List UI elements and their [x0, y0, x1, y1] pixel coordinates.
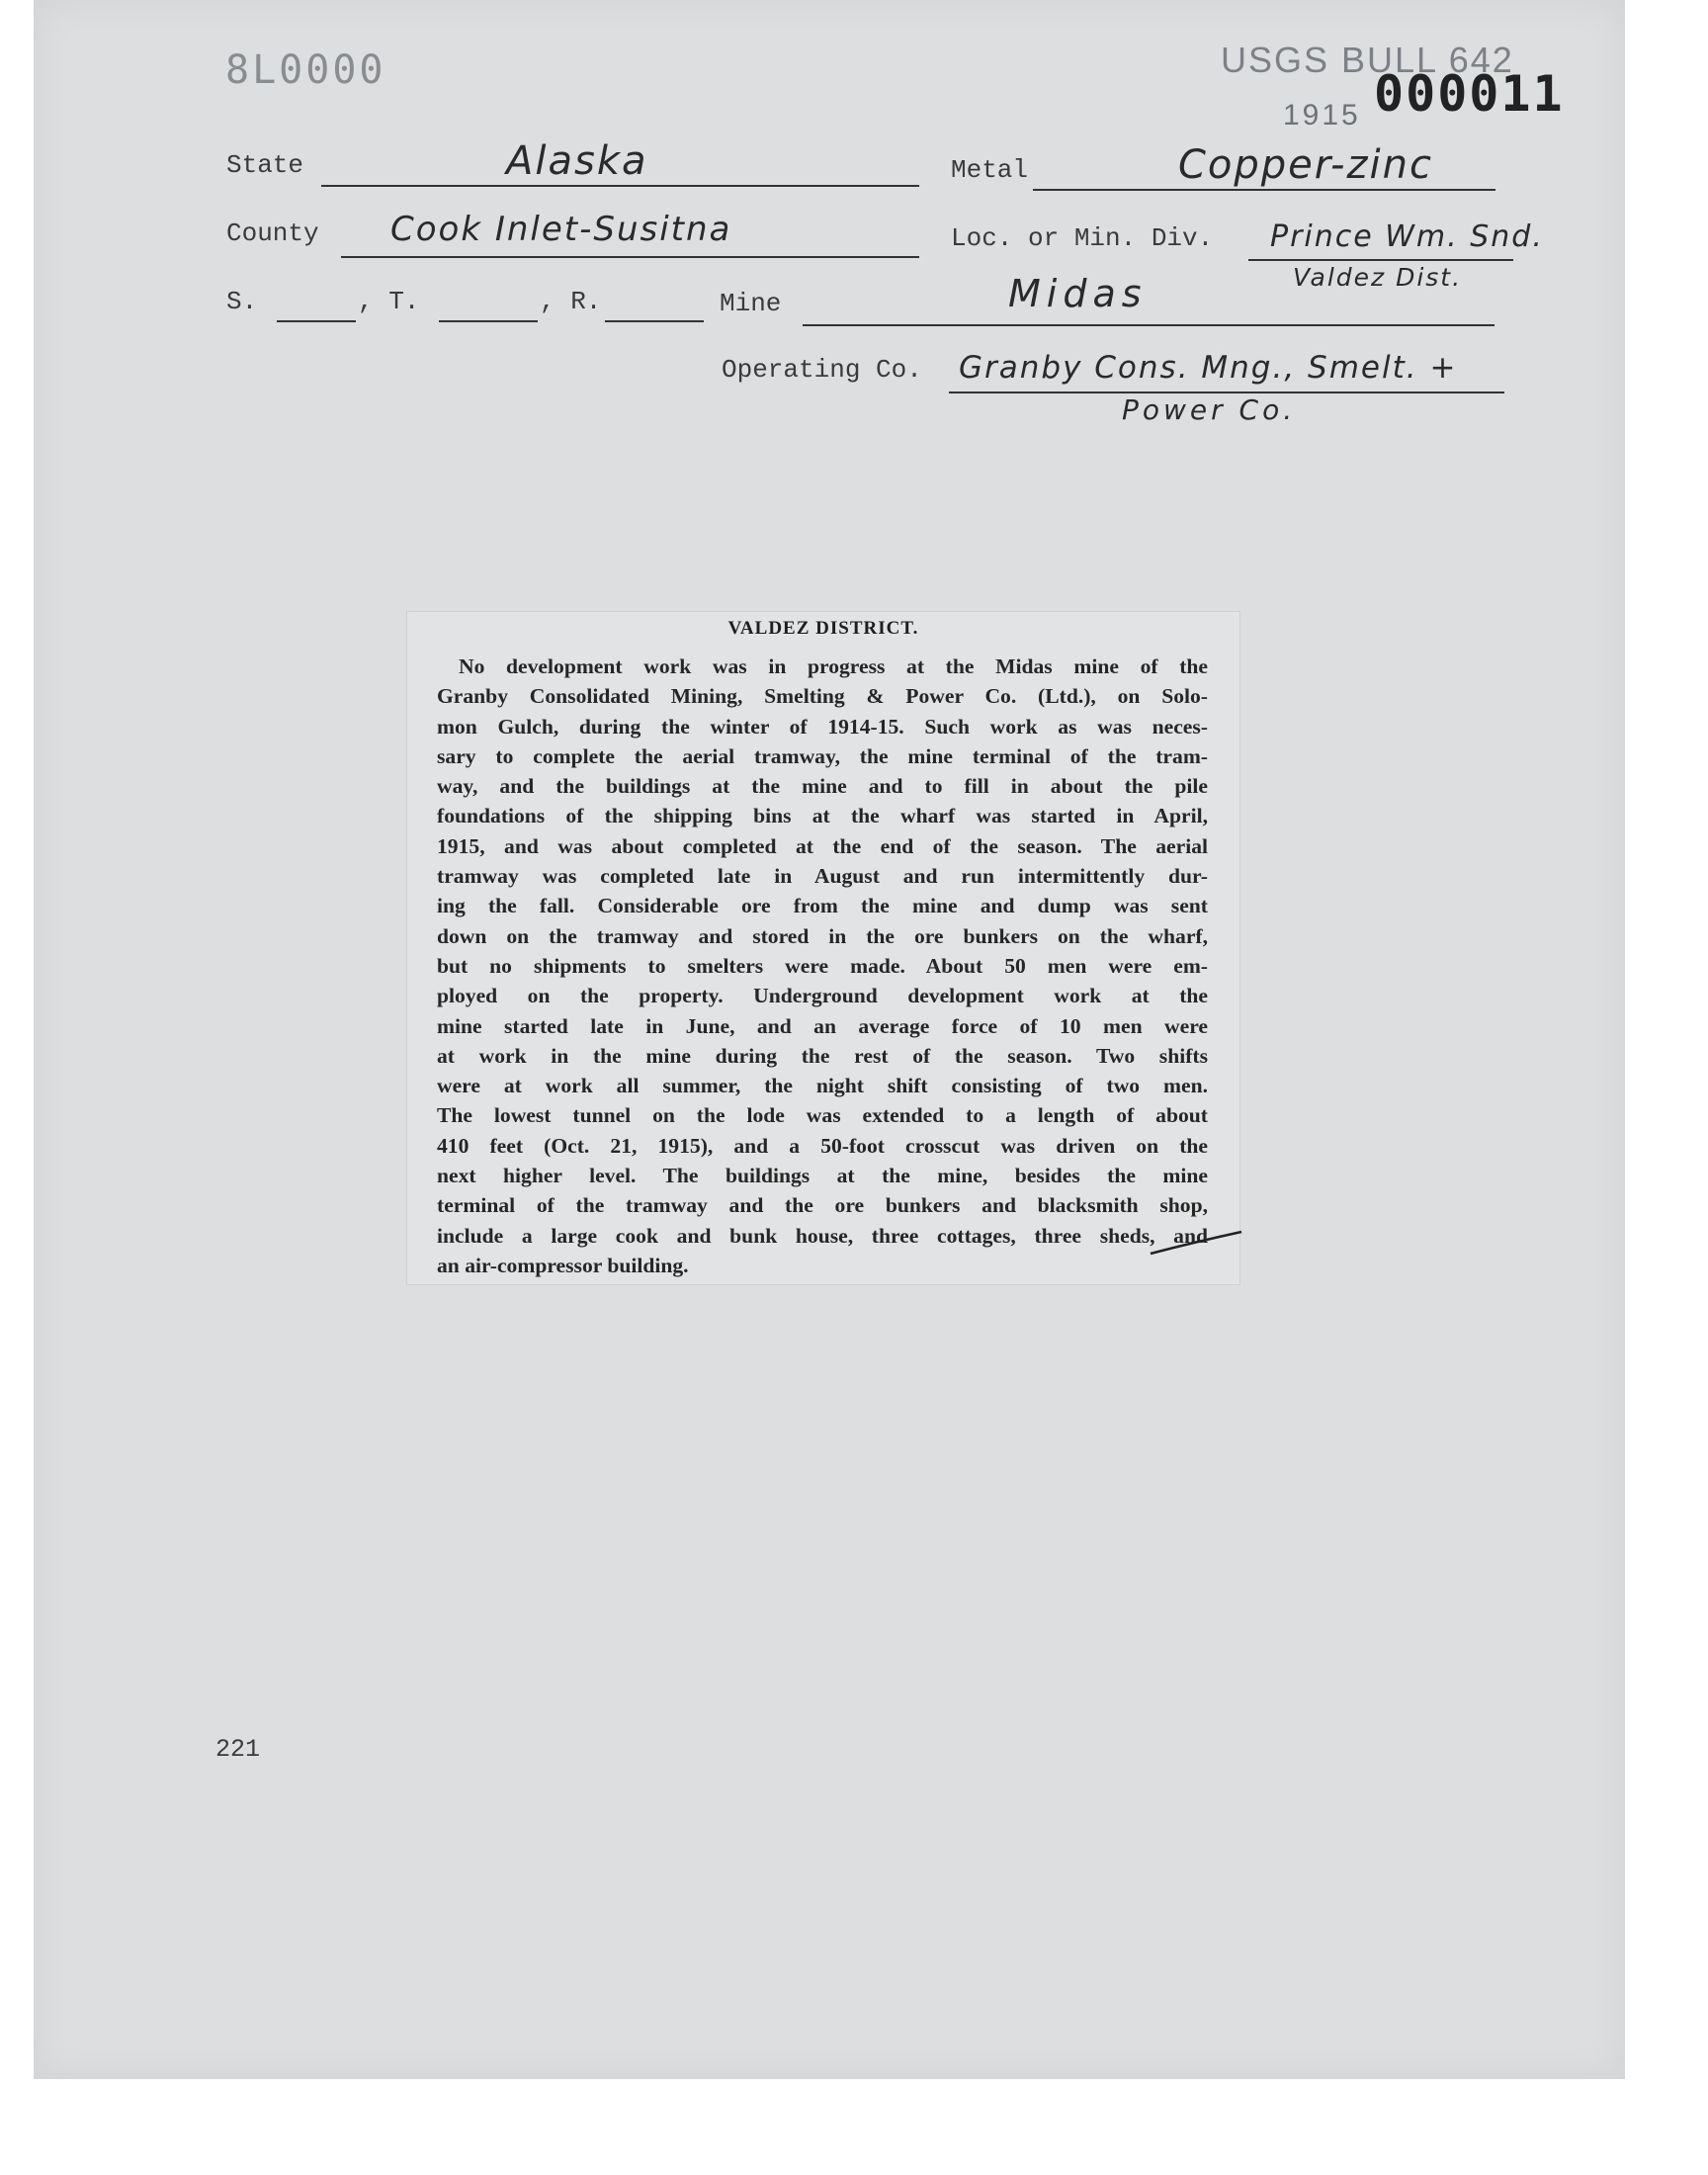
stamp-usgs-bulletin: USGS BULL 642: [1221, 40, 1514, 80]
operating-company-label: Operating Co.: [722, 355, 922, 385]
end-mark-stroke: [1147, 1224, 1245, 1263]
section-label: S.: [226, 287, 258, 316]
clipping-line: were at work all summer, the night shift consisting of two men.: [437, 1074, 1208, 1098]
loc-label: Loc. or Min. Div.: [951, 223, 1214, 253]
clipping-line: 410 feet (Oct. 21, 1915), and a 50-foot crosscut was driven on the: [437, 1133, 1208, 1158]
operating-company-value-line2: Power Co.: [1122, 393, 1297, 426]
clipping-line: sary to complete the aerial tramway, the mine terminal of the tram-: [437, 743, 1208, 768]
stamp-record-number: 000011: [1374, 65, 1565, 123]
clipping-line: mon Gulch, during the winter of 1914-15. Such work as was neces-: [437, 714, 1208, 739]
township-label: , T.: [358, 287, 420, 316]
township-underline: [439, 320, 538, 322]
section-underline: [277, 320, 356, 322]
clipping-line: 1915, and was about completed at the end of the season. The aerial: [437, 833, 1208, 858]
clipping-line: next higher level. The buildings at the mine, besides the mine: [437, 1164, 1208, 1188]
metal-value: Copper-zinc: [1178, 142, 1433, 188]
page-number: 221: [215, 1735, 261, 1764]
stamp-top-left: 8L0000: [225, 47, 386, 93]
clipping-line: The lowest tunnel on the lode was extended to a length of about: [437, 1103, 1208, 1128]
loc-underline: [1248, 259, 1513, 261]
clipping-line: way, and the buildings at the mine and to fill in about the pile: [437, 774, 1208, 799]
clipping-line: an air-compressor building.: [437, 1253, 689, 1277]
mine-value: Midas: [1008, 272, 1148, 315]
clipping-line: foundations of the shipping bins at the wharf was started in April,: [437, 804, 1208, 828]
clipping-line: Granby Consolidated Mining, Smelting & Power Co. (Ltd.), on Solo-: [437, 684, 1208, 709]
clipping-line: tramway was completed late in August and run intermittently dur-: [437, 864, 1208, 889]
clipping-title: VALDEZ DISTRICT.: [727, 618, 919, 639]
mine-underline: [803, 324, 1494, 326]
clipping-line: mine started late in June, and an average force of 10 men were: [437, 1013, 1208, 1038]
mine-label: Mine: [720, 289, 782, 318]
clipping-line: include a large cook and bunk house, three cottages, three sheds, and: [437, 1223, 1208, 1248]
clipping-line: terminal of the tramway and the ore bunkers and blacksmith shop,: [437, 1193, 1208, 1218]
range-underline: [605, 320, 704, 322]
clipping-line: ing the fall. Considerable ore from the mine and dump was sent: [437, 894, 1208, 918]
clipping-line: down on the tramway and stored in the ore bunkers on the wharf,: [437, 923, 1208, 948]
clipping-line: but no shipments to smelters were made. About 50 men were em-: [437, 953, 1208, 978]
metal-label: Metal: [951, 155, 1029, 185]
state-value: Alaska: [506, 138, 648, 184]
state-underline: [321, 185, 919, 187]
county-value: Cook Inlet-Susitna: [390, 210, 732, 249]
clipping-line: ployed on the property. Underground development work at the: [437, 984, 1208, 1008]
clipping-line: at work in the mine during the rest of the season. Two shifts: [437, 1043, 1208, 1068]
metal-underline: [1033, 189, 1495, 191]
operating-company-value-line1: Granby Cons. Mng., Smelt. +: [959, 350, 1458, 386]
stamp-year: 1915: [1283, 99, 1361, 131]
county-underline: [341, 256, 919, 258]
clipping-line: No development work was in progress at the Midas mine of the: [459, 654, 1208, 678]
loc-value-line1: Prince Wm. Snd.: [1270, 219, 1544, 254]
range-label: , R.: [540, 287, 602, 316]
loc-value-line2: Valdez Dist.: [1293, 263, 1463, 292]
report-clipping: [406, 611, 1240, 1285]
state-label: State: [226, 150, 304, 180]
clipping-body: [437, 652, 1208, 1280]
county-label: County: [226, 218, 319, 248]
